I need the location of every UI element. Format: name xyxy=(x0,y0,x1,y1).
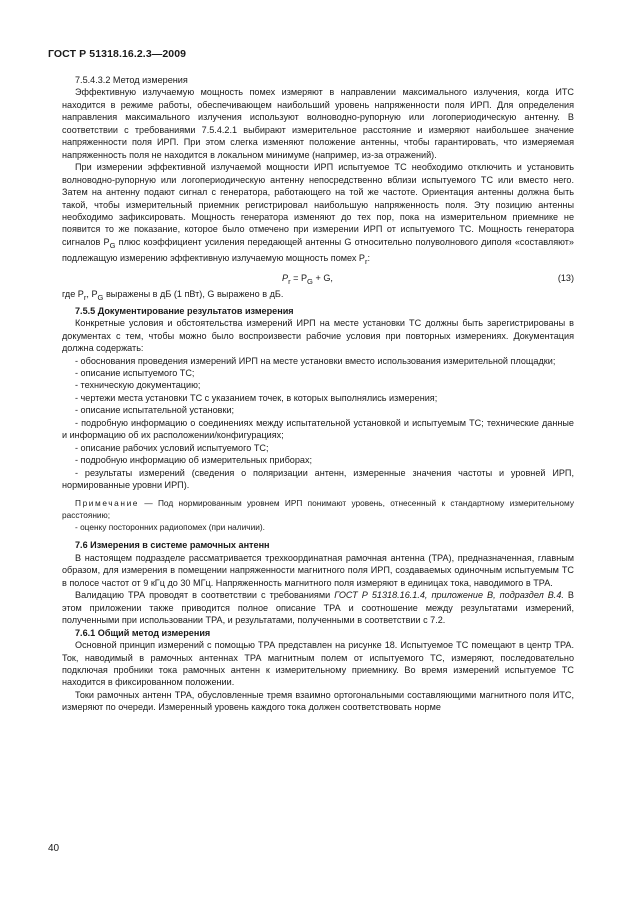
list-item: - техническую документацию; xyxy=(75,380,201,391)
note-label: Примечание xyxy=(75,498,140,509)
formula-legend: где $P_r$, $P_G$ выражены в дБ (1 пВт), G выражено в дБ. xyxy=(62,289,284,303)
list-item: - оценку посторонних радиопомех (при наличии). xyxy=(75,522,265,533)
paragraph: Конкретные условия и обстоятельства измерений ИРП на месте установки ТС должны быть зарегистрированы в документах с тем, чтобы можно было воспроизвести рабочие условия при повторных измерениях. Документация должна содержать: xyxy=(62,318,574,354)
document-header: ГОСТ Р 51318.16.2.3—2009 xyxy=(48,48,187,60)
list-item: - обоснования проведения измерений ИРП на месте установки вместо использования измерительной площадки; xyxy=(75,355,556,366)
formula-expression: $P_r = P_G + G$, xyxy=(282,273,333,287)
page-body xyxy=(62,74,574,714)
formula-number: (13) xyxy=(557,273,574,284)
section-heading-75432: 7.5.4.3.2 Метод измерения xyxy=(75,75,188,85)
standard-reference: ГОСТ Р 51318.16.1.4, приложение В, подраздел В.4. xyxy=(334,590,564,601)
list-item: - описание испытательной установки; xyxy=(75,405,235,416)
page-number: 40 xyxy=(48,843,60,854)
section-heading-755: 7.5.5 Документирование результатов измерения xyxy=(75,305,294,316)
paragraph: Основной принцип измерений с помощью ТРА представлен на рисунке 18. Испытуемое ТС помещают в центр ТРА. Ток, наводимый в рамочных антеннах ТРА магнитным полем от испытуемого ТС, измеряют, последовательно подключая пробники тока рамочных антенн к измерительному приемнику. Во время измерений испытуемое ТС находится в фиксированном положении. xyxy=(62,640,574,688)
section-heading-76: 7.6 Измерения в системе рамочных антенн xyxy=(75,540,270,551)
list-item: - результаты измерений (сведения о поляризации антенн, измеренные значения частоты и уровней ИРП, нормированные уровни ИРП). xyxy=(62,467,574,491)
paragraph: При измерении эффективной излучаемой мощности ИРП испытуемое ТС необходимо отключить и установить волноводно-рупорную или логопериодическую антенну непосредственно вблизи испытуемого ТС или вместо него. Затем на антенну подают сигнал с генератора, работающего на той же частоте. Ориентация антенны должна быть такой, чтобы измерительный приемник регистрировал наибольшую напряженность поля. Эту позицию антенны необходимо зафиксировать. Мощность генератора изменяют до тех пор, пока на измерительном приемнике не появится то же показание, которое было отмечено при измерении ИРП от испытуемого ТС. Мощность генератора сигналов $P_G$ плюс коэффициент усиления передающей антенны G относительно полуволнового диполя «составляют» подлежащую измерению эффективную излучаемую мощность помех $P_r$: xyxy=(62,162,574,266)
paragraph: Токи рамочных антенн ТРА, обусловленные тремя взаимно ортогональными составляющими магнитного поля ИТС, измеряют по очереди. Измеренный уровень каждого тока должен соответствовать норме xyxy=(62,689,574,713)
paragraph: Валидацию ТРА проводят в соответствии с требованиями ГОСТ Р 51318.16.1.4, приложение В, подраздел В.4. В этом приложении также приводится полное описание ТРА и соотношение между результатами измерений, полученными при использовании ТРА, и результатами, полученными в соответствии с 7.2. xyxy=(62,590,574,626)
section-heading-761: 7.6.1 Общий метод измерения xyxy=(75,627,211,638)
note: Примечание — Под нормированным уровнем ИРП понимают уровень, отнесенный к стандартному измерительному расстоянию; xyxy=(62,498,574,521)
list-item: - описание рабочих условий испытуемого ТС; xyxy=(75,442,269,453)
list-item: - описание испытуемого ТС; xyxy=(75,367,195,378)
formula-13 xyxy=(62,268,574,288)
list-item: - чертежи места установки ТС с указанием точек, в которых выполнялись измерения; xyxy=(75,392,438,403)
list-item: - подробную информацию об измерительных приборах; xyxy=(75,455,313,466)
paragraph: В настоящем подразделе рассматривается трехкоординатная рамочная антенна (ТРА), предназначенная, главным образом, для измерения в помещении напряженности магнитного поля ИРП, создаваемых одиночным испытуемым ТС в полосе частот от 9 кГц до 30 МГц. Напряженность магнитного поля измеряют в единицах тока, наводимого в ТРА. xyxy=(62,552,574,588)
list-item: - подробную информацию о соединениях между испытательной установкой и испытуемым ТС; технические данные и информацию об их расположении/конфигурациях; xyxy=(62,417,574,441)
paragraph: Эффективную излучаемую мощность помех измеряют в направлении максимального излучения, когда ИТС находится в режиме работы, обеспечивающем наибольший уровень напряженности поля ИРП. Для определения направления максимального излучения используют волноводно-рупорную или логопериодическую антенну. В соответствии с требованиями 7.5.4.2.1 выбирают измерительное расстояние и измеряют наибольшее значение напряженности поля ИРП. При этом слегка изменяют положение антенны, чтобы гарантировать, что измеряемая напряженность поля не находится в локальном минимуме (например, из-за отражений). xyxy=(62,87,574,160)
